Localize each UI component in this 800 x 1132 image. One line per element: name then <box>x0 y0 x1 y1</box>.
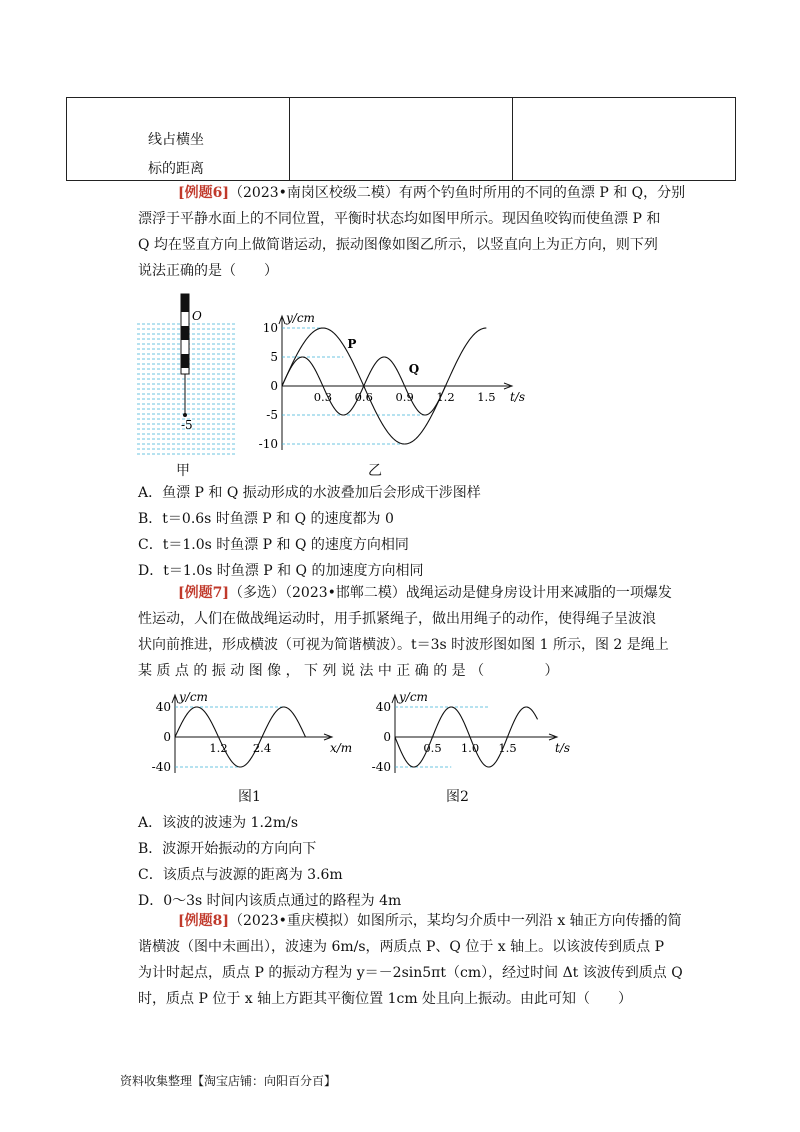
cell-line: 线占横坐 <box>148 132 204 148</box>
chart-vibration-y-t <box>360 683 575 783</box>
x-tick-label: 1.5 <box>477 390 496 404</box>
x-axis-label: t/s <box>510 390 525 404</box>
table-cell <box>290 98 513 181</box>
ex8-line3: 为计时起点，质点 P 的振动方程为 y＝－2sin5πt（cm），经过时间 Δt 该波传到质点 Q <box>138 965 683 981</box>
ex6-line4: 说法正确的是（ ） <box>138 263 278 279</box>
y-tick-label: -5 <box>266 408 278 422</box>
ex6-option-a: A．鱼漂 P 和 Q 振动形成的水波叠加后会形成干涉图样 <box>138 485 481 501</box>
ex7-option-a: A．该波的波速为 1.2m/s <box>138 815 299 831</box>
label-neg5: -5 <box>181 418 193 432</box>
ex7-tag: [例题7] <box>178 585 229 601</box>
y-tick-label: 5 <box>270 350 278 364</box>
y-axis-label: y/cm <box>399 690 428 704</box>
x-axis-label: x/m <box>330 741 353 755</box>
footer-text: 资料收集整理【淘宝店铺：向阳百分百】 <box>120 1074 337 1088</box>
ex6-option-c: C．t＝1.0s 时鱼漂 P 和 Q 的速度方向相同 <box>138 537 409 553</box>
chart-y-t-pq <box>250 295 525 460</box>
y-tick-label: -40 <box>151 760 171 774</box>
ex7-option-d: D．0～3s 时间内该质点通过的路程为 4m <box>138 893 402 909</box>
x-tick-label: 1.5 <box>498 741 517 755</box>
x-tick-label: 1.2 <box>436 390 455 404</box>
chart-wave-y-x <box>140 683 355 783</box>
caption-fig2: 图2 <box>446 789 469 805</box>
ex7-text: （多选）（2023•邯郸二模）战绳运动是健身房设计用来减脂的一项爆发 <box>229 585 672 601</box>
series-label: P <box>347 337 357 351</box>
float-band <box>181 326 189 340</box>
x-tick-label: 0.5 <box>423 741 442 755</box>
y-tick-label: 40 <box>375 700 391 714</box>
x-tick-label: 1.2 <box>209 741 228 755</box>
table-cell-text <box>148 126 204 184</box>
y-axis-label: y/cm <box>179 690 208 704</box>
x-axis-label: t/s <box>555 741 571 755</box>
ex7-line1 <box>178 580 672 606</box>
cell-line: 标的距离 <box>148 161 204 177</box>
y-tick-label: 0 <box>163 730 171 744</box>
ex6-line1 <box>178 180 685 206</box>
x-tick-label: 0.6 <box>354 390 373 404</box>
table-cell <box>513 98 736 181</box>
y-tick-label: -40 <box>371 760 391 774</box>
x-tick-label: 2.4 <box>252 741 272 755</box>
ex7-line3: 状向前推进，形成横波（可视为简谐横波）。t＝3s 时波形图如图 1 所示，图 2 是绳上 <box>138 637 669 653</box>
label-o: O <box>192 309 202 323</box>
ex8-tag: [例题8] <box>178 913 229 929</box>
caption-fig1: 图1 <box>238 789 261 805</box>
y-tick-label: 0 <box>270 379 278 393</box>
figure-float <box>135 290 240 470</box>
y-tick-label: -10 <box>258 437 278 451</box>
ex6-option-b: B．t＝0.6s 时鱼漂 P 和 Q 的速度都为 0 <box>138 511 394 527</box>
float-band <box>181 354 189 368</box>
ex7-option-c: C．该质点与波源的距离为 3.6m <box>138 867 343 883</box>
x-tick-label: 1.0 <box>460 741 480 755</box>
ex6-line3: Q 均在竖直方向上做简谐运动，振动图像如图乙所示，以竖直向上为正方向，则下列 <box>138 237 658 253</box>
ex7-option-b: B．波源开始振动的方向向下 <box>138 841 317 857</box>
x-tick-label: 0.9 <box>395 390 414 404</box>
x-tick-label: 0.3 <box>313 390 333 404</box>
float-tip <box>183 413 187 417</box>
series-label: Q <box>408 362 420 376</box>
ex7-line2: 性运动，人们在做战绳运动时，用手抓紧绳子，做出用绳子的动作，使得绳子呈波浪 <box>138 611 656 627</box>
ex8-line4: 时，质点 P 位于 x 轴上方距其平衡位置 1cm 处且向上振动。由此可知（ ） <box>138 991 633 1007</box>
y-tick-label: 10 <box>262 321 278 335</box>
caption-jia: 甲 <box>176 463 190 479</box>
ex6-option-d: D．t＝1.0s 时鱼漂 P 和 Q 的加速度方向相同 <box>138 563 424 579</box>
float-band <box>181 294 189 312</box>
ex6-text: （2023•南岗区校级二模）有两个钓鱼时所用的不同的鱼漂 P 和 Q，分别 <box>229 185 686 201</box>
y-tick-label: 40 <box>155 700 171 714</box>
ex6-tag: [例题6] <box>178 185 229 201</box>
ex8-text: （2023•重庆模拟）如图所示，某均匀介质中一列沿 x 轴正方向传播的简 <box>229 913 682 929</box>
ex7-line4: 某 质 点 的 振 动 图 像 ， 下 列 说 法 中 正 确 的 是 （ ） <box>138 663 559 679</box>
y-tick-label: 0 <box>383 730 391 744</box>
ex8-line2: 谐横波（图中未画出），波速为 6m/s，两质点 P、Q 位于 x 轴上。以该波传到质点 P <box>138 939 664 955</box>
caption-yi: 乙 <box>368 463 382 479</box>
ex8-line1 <box>178 908 682 934</box>
y-axis-label: y/cm <box>286 311 315 325</box>
ex6-line2: 漂浮于平静水面上的不同位置，平衡时状态均如图甲所示。现因鱼咬钩而使鱼漂 P 和 <box>138 211 661 227</box>
